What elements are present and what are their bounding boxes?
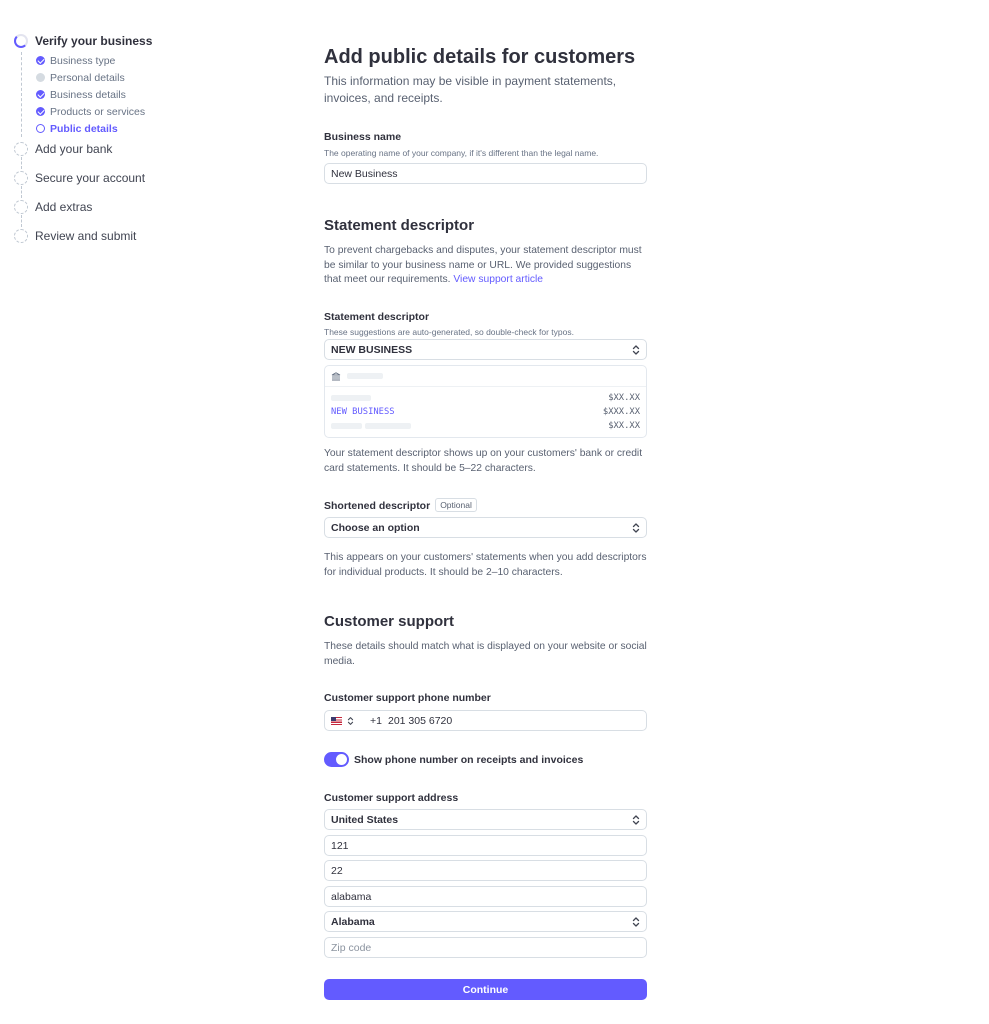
step-connector [21,215,214,227]
support-address-label: Customer support address [324,792,459,804]
show-phone-toggle-row [324,752,583,767]
state-value: Alabama [331,915,375,928]
statement-intro-text: To prevent chargebacks and disputes, your statement descriptor must be similar to your business name or URL. We provided suggestions that meet our requirements. [324,245,642,285]
current-ring-icon [36,124,45,133]
statement-note: Your statement descriptor shows up on your customers' bank or credit card statements. It should be 5–22 characters. [324,448,643,474]
substep-business-details[interactable] [36,86,214,103]
business-name-value: New Business [331,167,398,180]
statement-descriptor-hint: These suggestions are auto-generated, so double-check for typos. [324,327,574,337]
substep-label: Products or services [50,105,146,118]
step-add-extras[interactable] [14,198,214,215]
show-phone-toggle-label: Show phone number on receipts and invoices [354,753,584,766]
page-subtitle: This information may be visible in payment statements, invoices, and receipts. [324,74,617,105]
statement-descriptor-heading: Statement descriptor [324,217,475,234]
shortened-descriptor-select[interactable] [324,517,647,538]
optional-badge: Optional [435,498,477,512]
substep-personal-details[interactable] [36,69,214,86]
placeholder-bar [331,423,362,429]
country-code: +1 [370,714,382,727]
progress-ring-icon [14,34,28,48]
bank-icon [331,372,341,381]
chevron-updown-icon [632,522,640,534]
statement-descriptor-label: Statement descriptor [324,311,430,323]
placeholder-bar [347,373,383,379]
page-title: Add public details for customers [324,46,636,68]
step-add-bank[interactable] [14,140,214,157]
step-label: Add your bank [35,141,113,156]
country-select[interactable] [324,809,647,830]
substep-label: Business details [50,88,126,101]
country-value: United States [331,813,399,826]
city-input[interactable] [324,886,647,907]
toggle-knob [336,754,347,765]
preview-amount: $XX.XX [608,393,640,403]
check-circle-icon [36,56,45,65]
address-line1-input[interactable] [324,835,647,856]
substep-list [21,52,214,137]
zip-code-placeholder: Zip code [331,941,372,954]
business-name-hint: The operating name of your company, if it's different than the legal name. [324,148,599,158]
substep-business-type[interactable] [36,52,214,69]
chevron-updown-icon [632,344,640,356]
step-label: Review and submit [35,228,137,243]
show-phone-toggle[interactable] [324,752,349,767]
dashed-circle-icon [14,171,28,185]
placeholder-bars [331,423,411,429]
city-value: alabama [331,890,372,903]
us-flag-icon[interactable] [331,717,342,725]
preview-bank-row [325,366,646,387]
business-name-label: Business name [324,131,402,143]
address-line2-input[interactable] [324,860,647,881]
step-label: Verify your business [35,33,153,48]
customer-support-intro: These details should match what is displayed on your website or social media. [324,641,647,667]
statement-intro [324,244,647,288]
substep-label: Public details [50,122,118,135]
preview-amount: $XX.XX [608,421,640,431]
shortened-note: This appears on your customers' statements when you add descriptors for individual products. It should be 2–10 characters. [324,552,647,578]
shortened-label-text: Shortened descriptor [324,500,431,512]
step-review-submit[interactable] [14,227,214,244]
shortened-descriptor-label [324,498,477,512]
address-line2-value: 22 [331,864,343,877]
preview-row [331,392,640,404]
chevron-updown-icon [632,814,640,826]
step-label: Add extras [35,199,93,214]
preview-amount: $XXX.XX [602,407,640,417]
shortened-descriptor-value: Choose an option [331,521,420,534]
substep-label: Business type [50,54,116,67]
step-connector [21,157,214,169]
progress-sidebar [14,32,214,244]
pending-dot-icon [36,73,45,82]
phone-number-value: 201 305 6720 [387,714,453,727]
support-phone-label: Customer support phone number [324,692,491,704]
customer-support-heading: Customer support [324,613,455,630]
step-connector [21,186,214,198]
statement-descriptor-value: NEW BUSINESS [331,343,413,356]
substep-label: Personal details [50,71,125,84]
step-verify-business[interactable] [14,32,214,49]
substep-products-services[interactable] [36,103,214,120]
view-support-article-link[interactable]: View support article [453,274,544,285]
check-circle-icon [36,107,45,116]
statement-preview [324,365,647,438]
step-label: Secure your account [35,170,146,185]
business-name-input[interactable] [324,163,647,184]
placeholder-bar [365,423,411,429]
substep-public-details[interactable] [36,120,214,137]
placeholder-bar [331,395,371,401]
preview-descriptor: NEW BUSINESS [331,407,395,417]
dashed-circle-icon [14,229,28,243]
dashed-circle-icon [14,142,28,156]
continue-button[interactable]: Continue [324,979,647,1000]
preview-row [331,420,640,432]
preview-row [331,406,640,418]
state-select[interactable] [324,911,647,932]
zip-code-input[interactable] [324,937,647,958]
address-line1-value: 121 [331,839,349,852]
chevron-updown-icon[interactable] [347,716,354,726]
dashed-circle-icon [14,200,28,214]
step-secure-account[interactable] [14,169,214,186]
support-phone-input[interactable] [324,710,647,731]
check-circle-icon [36,90,45,99]
chevron-updown-icon [632,916,640,928]
statement-descriptor-select[interactable] [324,339,647,360]
